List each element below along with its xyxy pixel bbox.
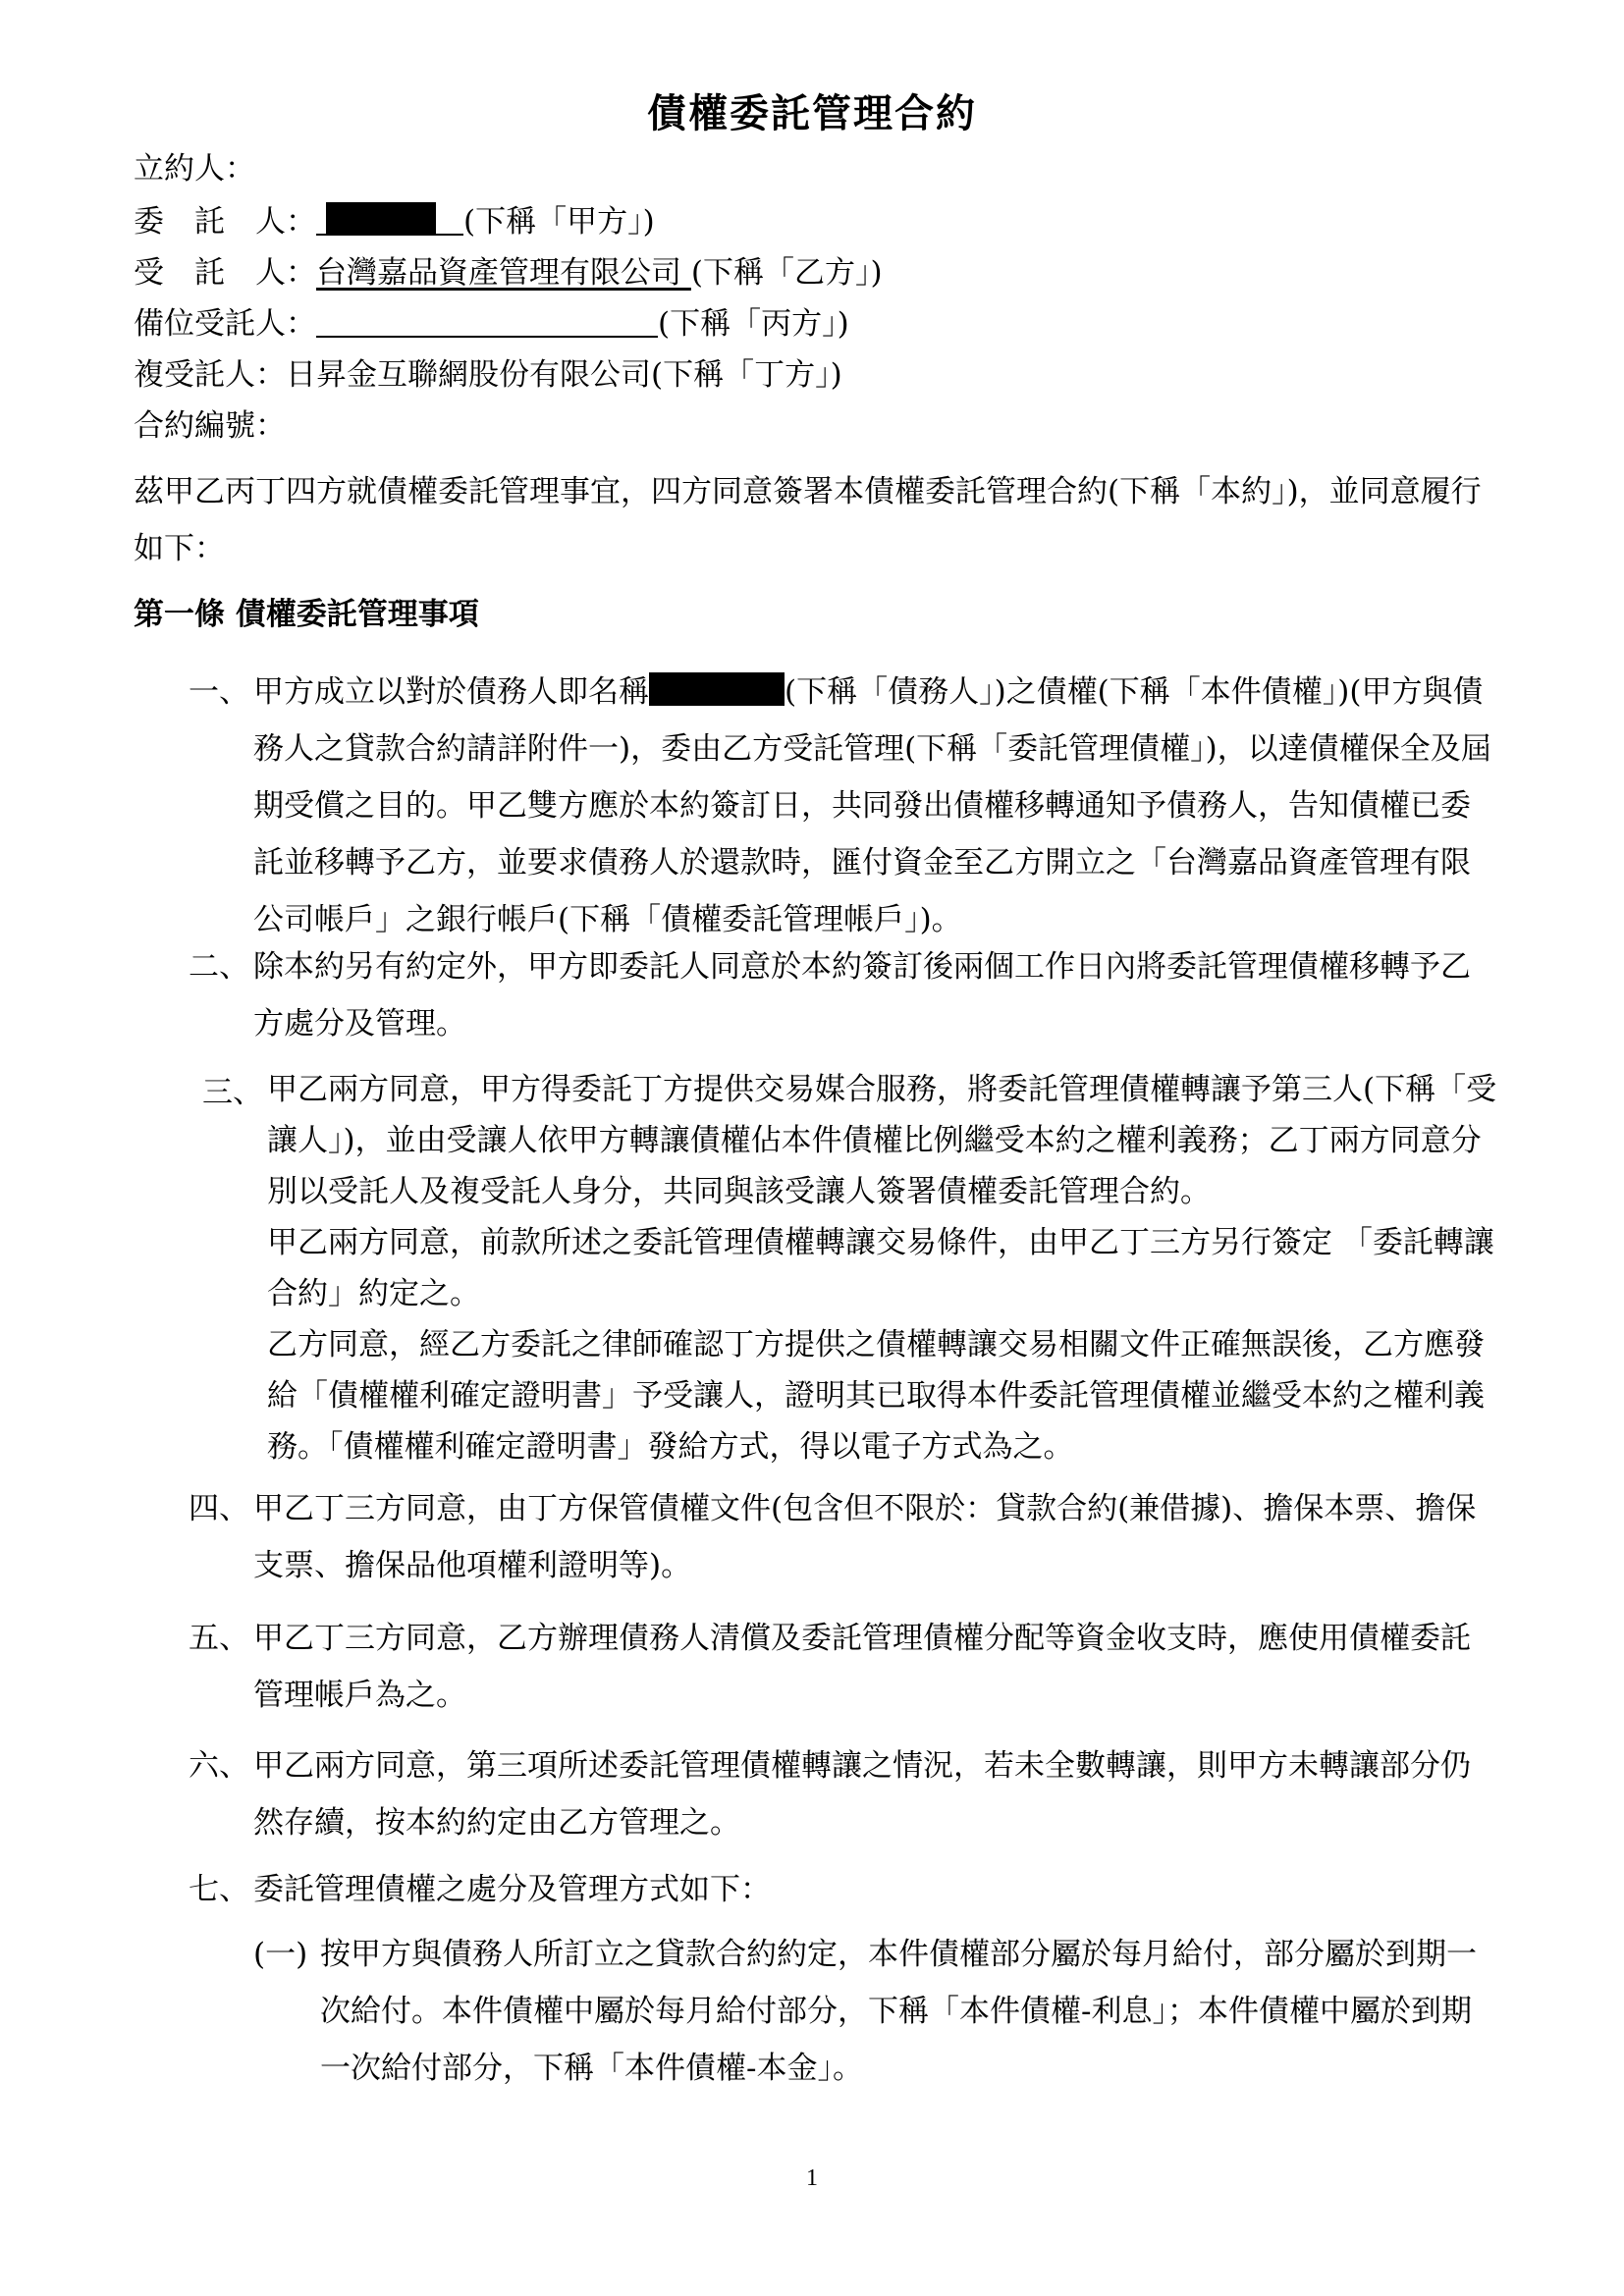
entrustor-underline-tail [436,234,463,236]
backup-tail: (下稱「丙方」) [658,306,849,342]
item-1-text-a: 甲方成立以對於債務人即名稱 [253,674,649,710]
item-5-text: 甲乙丁三方同意，乙方辦理債務人清償及委託管理債權分配等資金收支時，應使用債權委託管理帳戶為之。 [253,1621,1471,1713]
subitem-number: (一) [253,1937,308,1972]
article-heading: 第一條 債權委託管理事項 [134,597,479,632]
contract-number-label: 合約編號： [134,408,286,444]
parties-header: 立約人： [134,151,255,187]
entrustor-line [134,200,655,243]
entrustor-tail: (下稱「甲方」) [463,204,655,240]
entrustor-underline [316,234,326,236]
item-3-sub1: 甲乙兩方同意，前款所述之委託管理債權轉讓交易條件，由甲乙丁三方另行簽定 「委託轉讓合約」約定之。 [267,1225,1494,1311]
item-7-text: 委託管理債權之處分及管理方式如下： [253,1872,771,1907]
item-3-sub2: 乙方同意，經乙方委託之律師確認丁方提供之債權轉讓交易相關文件正確無誤後，乙方應發給「債權權利確定證明書」予受讓人，證明其已取得本件委託管理債權並繼受本約之權利義務。「債權權利確定證明書」發給方式，得以電子方式為之。 [267,1327,1485,1465]
backup-trustee-line [134,302,849,346]
trustee-line [134,251,883,294]
sub-name: 日昇金互聯網股份有限公司 [286,357,651,393]
subitem-text: 按甲方與債務人所訂立之貸款合約約定，本件債權部分屬於每月給付，部分屬於到期一次給付。本件債權中屬於每月給付部分，下稱「本件債權-利息」；本件債權中屬於到期一次給付部分，下稱「本件債權-本金」。 [320,1937,1477,2086]
item-6-text: 甲乙兩方同意，第三項所述委託管理債權轉讓之情況，若未全數轉讓，則甲方未轉讓部分仍然存續，按本約約定由乙方管理之。 [253,1748,1471,1841]
entrustor-label: 委 託 人： [134,204,316,240]
redaction-box [326,202,436,236]
intro-paragraph: 茲甲乙丙丁四方就債權委託管理事宜，四方同意簽署本債權委託管理合約(下稱「本約」)，並同意履行如下： [134,474,1482,566]
backup-label: 備位受託人： [134,306,316,342]
item-number: 二、 [189,949,249,985]
redaction-box [649,672,785,706]
item-number: 七、 [189,1872,249,1907]
sub-label: 複受託人： [134,357,286,393]
item-1-text-b: (下稱「債務人」)之債權(下稱「本件債權」)(甲方與債務人之貸款合約請詳附件一)，委由乙方受託管理(下稱「委託管理債權」)，以達債權保全及屆期受償之目的。甲乙雙方應於本約簽訂日，共同發出債權移轉通知予債務人，告知債權已委託並移轉予乙方，並要求債務人於還款時，匯付資金至乙方開立之「台灣嘉品資產管理有限公司帳戶」之銀行帳戶(下稱「債權委託管理帳戶」)。 [253,674,1491,937]
item-3-text: 甲乙兩方同意，甲方得委託丁方提供交易媒合服務，將委託管理債權轉讓予第三人(下稱「受讓人」)，並由受讓人依甲方轉讓債權佔本件債權比例繼受本約之權利義務；乙丁兩方同意分別以受託人及複受託人身分，共同與該受讓人簽署債權委託管理合約。 [267,1072,1497,1209]
sub-trustee-line [134,353,842,397]
item-4-text: 甲乙丁三方同意，由丁方保管債權文件(包含但不限於：貸款合約(兼借據)、擔保本票、擔保支票、擔保品他項權利證明等)。 [253,1491,1477,1583]
trustee-label: 受 託 人： [134,255,316,291]
item-2-text: 除本約另有約定外，甲方即委託人同意於本約簽訂後兩個工作日內將委託管理債權移轉予乙方處分及管理。 [253,949,1471,1041]
document-title: 債權委託管理合約 [647,90,977,136]
item-number: 一、 [189,674,249,710]
item-number: 四、 [189,1491,249,1526]
backup-blank [316,336,658,338]
trustee-name: 台灣嘉品資產管理有限公司 [316,255,691,291]
item-1-text [253,664,1498,948]
item-number: 五、 [189,1621,249,1656]
trustee-tail: (下稱「乙方」) [690,255,883,291]
item-number: 六、 [189,1748,249,1784]
sub-tail: (下稱「丁方」) [651,357,842,393]
item-number: 三、 [202,1075,263,1110]
page-number: 1 [806,2165,818,2191]
